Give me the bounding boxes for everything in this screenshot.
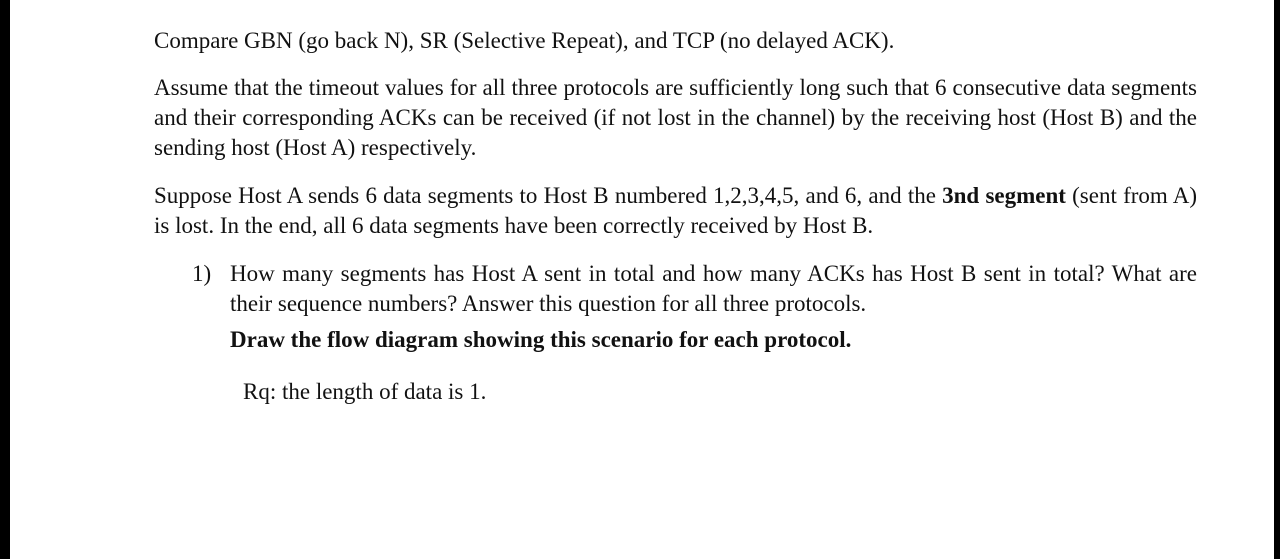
intro-paragraph: Compare GBN (go back N), SR (Selective Repeat), and TCP (no delayed ACK). <box>154 28 895 53</box>
question-instruction-bold: Draw the flow diagram showing this scenario for each protocol. <box>230 327 852 352</box>
question-body <box>230 259 1197 319</box>
scenario-text-start: Suppose Host A sends 6 data segments to Host B numbered 1,2,3,4,5, and 6, and the <box>154 183 943 208</box>
scenario-text-end: (sent from A) is lost. In the end, all 6 data segments have been correctly received by Host B. <box>154 183 1197 238</box>
lost-segment-emphasis: 3nd segment <box>942 183 1066 208</box>
assumption-paragraph: Assume that the timeout values for all three protocols are sufficiently long such that 6 consecutive data segments and their corresponding ACKs can be received (if not lost in the channel) by the receiving host (Host B) and the sending host (Host A) respectively. <box>154 75 1197 160</box>
remark-note: Rq: the length of data is 1. <box>243 379 487 404</box>
scenario-paragraph <box>154 181 1197 241</box>
document-page <box>10 0 1274 559</box>
question-text: How many segments has Host A sent in total and how many ACKs has Host B sent in total? What are their sequence numbers? Answer this question for all three protocols. <box>230 261 1197 316</box>
question-number: 1) <box>192 261 212 286</box>
